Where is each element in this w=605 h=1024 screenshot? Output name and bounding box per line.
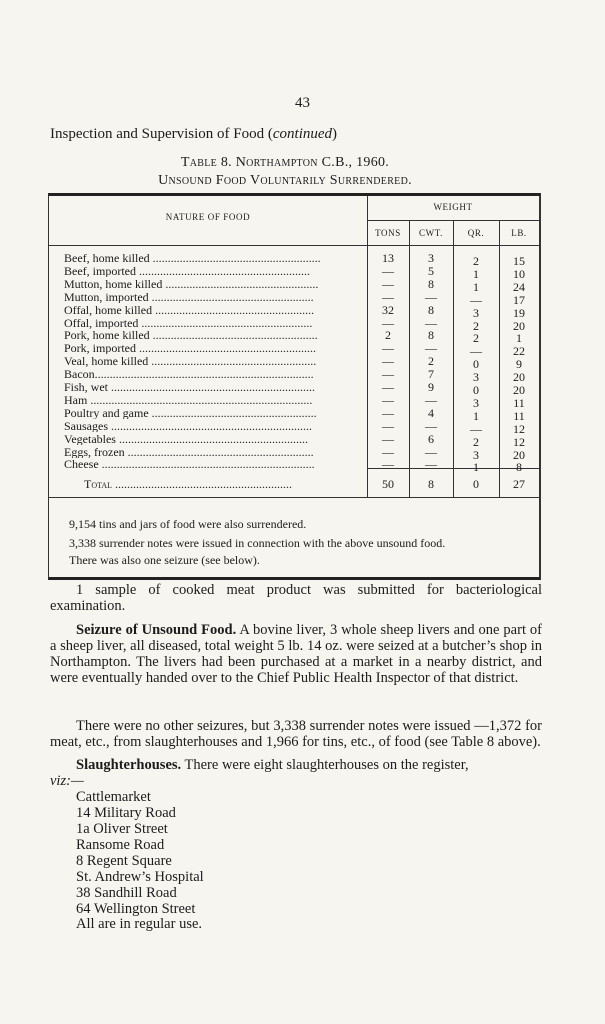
table-cell-qr: 0 — [473, 383, 479, 397]
oliver-street: 1a Oliver Street — [76, 821, 168, 837]
weight-header-rule — [367, 220, 539, 221]
table-cell-cwt: 7 — [428, 367, 434, 382]
table-cell-cwt: — — [425, 392, 437, 407]
list-item: 64 Wellington Street — [76, 901, 196, 917]
seizure-text: A bovine liver, 3 whole sheep livers and one part of a sheep liver, all diseased, total weight 5 lb. 14 oz. were seized at a butcher’s shop in Northampton. The livers had been purchased at a market in a nearby district, and were eventually handed over to the Chief Public Health Inspector of that district. — [50, 622, 543, 686]
table-note-tins: 9,154 tins and jars of food were also surrendered. — [69, 517, 307, 531]
table-cell-cwt: 5 — [428, 263, 434, 278]
table-cell-lb: 12 — [513, 434, 525, 449]
table-cell-cwt: 8 — [428, 276, 434, 291]
table-cell-qr: 1 — [473, 408, 479, 423]
heading-suffix: ) — [332, 126, 338, 142]
col-header-qr: QR. — [467, 228, 485, 238]
table-row-label: Vegetables ............................................................... — [64, 432, 308, 445]
table-row-label: Mutton, home killed ................................................... — [64, 277, 319, 290]
table-cell-lb: 1 — [516, 331, 522, 346]
list-item: 8 Regent Square — [76, 853, 172, 869]
table-cell-qr: 3 — [473, 447, 479, 462]
table-cell-cwt: — — [425, 418, 437, 433]
table-cell-qr: 2 — [473, 254, 479, 268]
table-row-label: Bacon......................................................................... — [64, 368, 314, 381]
table-row-label: Offal, imported ......................................................... — [64, 316, 313, 329]
total-label: Total ........................................................... — [84, 477, 293, 491]
table-row-label: Offal, home killed ..................................................... — [64, 303, 315, 316]
slaughterhouse-list — [76, 789, 204, 917]
table-cell-lb: 15 — [513, 254, 525, 268]
table-note-seizure: There was also one seizure (see below). — [69, 553, 260, 567]
table-cell-lb: 8 — [516, 460, 522, 475]
table-cell-cwt: 9 — [428, 380, 434, 394]
list-item: St. Andrew’s Hospital — [76, 869, 204, 885]
table-cell-cwt: 3 — [428, 251, 434, 265]
table-row-label: Ham .......................................................................... — [64, 393, 313, 406]
paragraph-surrender-notes: There were no other seizures, but 3,338 surrender notes were issued —1,372 for meat, etc., from slaughterhouses and 1,966 for tins, etc., of food (see Table 8 above). — [50, 718, 542, 750]
table-cell-qr: 2 — [473, 318, 479, 333]
table-cell-tons: — — [382, 431, 394, 446]
table-cell-tons: — — [382, 405, 394, 420]
table-cell-tons: — — [382, 367, 394, 382]
table-cell-lb: 20 — [513, 318, 525, 333]
paragraph-slaughterhouses — [50, 757, 542, 789]
table-row-label: Mutton, imported ...................................................... — [64, 290, 314, 303]
table-row-label: Sausages ................................................................... — [64, 419, 312, 432]
table-cell-cwt: 2 — [428, 354, 434, 369]
table-cell-lb: 11 — [513, 408, 525, 423]
list-item: Cattlemarket — [76, 789, 151, 805]
table-cell-qr: 3 — [473, 370, 479, 385]
table-cell-cwt: 6 — [428, 431, 434, 446]
total-lb: 27 — [513, 477, 525, 491]
table-cell-lb: 10 — [513, 266, 525, 281]
table-cell-tons: 13 — [382, 251, 394, 265]
table-cell-tons: — — [382, 276, 394, 291]
paragraph-bacteriological: 1 sample of cooked meat product was submitted for bacteriological examination. — [50, 582, 542, 614]
table-row-label: Beef, home killed ........................................................ — [64, 252, 321, 264]
table-row-label: Beef, imported ......................................................... — [64, 264, 310, 277]
table-cell-qr: 3 — [473, 395, 479, 410]
col-header-tons: TONS — [375, 228, 401, 238]
table-cell-tons: 2 — [385, 328, 391, 343]
table-cell-lb: 11 — [513, 395, 525, 410]
table-cell-tons: — — [382, 418, 394, 433]
table-cell-lb: 20 — [513, 370, 525, 385]
table-cell-cwt: — — [425, 444, 437, 459]
table-cell-qr: — — [470, 292, 482, 307]
table-cell-cwt: 4 — [428, 405, 434, 420]
list-item: Ransome Road — [76, 837, 165, 853]
col-header-nature: NATURE OF FOOD — [165, 212, 251, 222]
table-cell-lb: 20 — [513, 447, 525, 462]
table-cell-qr: 2 — [473, 331, 479, 346]
seizure-title: Seizure of Unsound Food. — [76, 622, 237, 638]
table-cell-qr: 2 — [473, 434, 479, 449]
list-item: 38 Sandhill Road — [76, 885, 177, 901]
table-row-label: Veal, home killed ....................................................... — [64, 355, 317, 368]
table-note-surrender: 3,338 surrender notes were issued in connection with the above unsound food. — [69, 536, 446, 550]
table-cell-tons: — — [382, 457, 394, 472]
table-cell-cwt: — — [425, 289, 437, 304]
col-header-weight: WEIGHT — [433, 202, 473, 212]
table-cell-cwt: 8 — [428, 302, 434, 317]
table-cell-qr: 3 — [473, 305, 479, 320]
unsound-food-table — [48, 193, 541, 580]
section-heading — [50, 126, 337, 143]
slaughterhouses-title: Slaughterhouses. — [76, 757, 182, 773]
table-cell-tons: — — [382, 341, 394, 356]
table-cell-qr: 1 — [473, 279, 479, 294]
table-cell-lb: 22 — [513, 344, 525, 359]
table-cell-lb: 17 — [513, 292, 525, 307]
total-cwt: 8 — [428, 477, 434, 491]
heading-italic: continued — [272, 126, 333, 142]
total-tons: 50 — [382, 477, 394, 491]
table-cell-tons: — — [382, 289, 394, 304]
list-item — [76, 821, 204, 837]
table-cell-lb: 24 — [513, 279, 525, 294]
table-cell-lb: 19 — [513, 305, 525, 320]
col-header-lb: LB. — [511, 228, 527, 238]
table-cell-tons: — — [382, 263, 394, 278]
slaughterhouses-text: There were eight slaughterhouses on the register, — [181, 757, 469, 773]
table-cell-lb: 9 — [516, 357, 522, 372]
table-row-label: Cheese ....................................................................... — [64, 458, 315, 471]
total-qr: 0 — [473, 477, 479, 491]
header-rule — [49, 245, 539, 246]
table-cell-tons: — — [382, 392, 394, 407]
viz-label: viz:— — [50, 773, 84, 789]
closing-line: All are in regular use. — [76, 916, 203, 932]
table-cell-tons: — — [382, 380, 394, 394]
table-cell-tons: 32 — [382, 302, 394, 317]
table-cell-qr: 1 — [473, 460, 479, 475]
table-cell-cwt: — — [425, 315, 437, 330]
table-row-label: Pork, imported ........................................................... — [64, 342, 316, 355]
table-cell-qr: 1 — [473, 266, 479, 281]
table-row-label: Eggs, frozen .............................................................. — [64, 445, 314, 458]
table-cell-tons: — — [382, 444, 394, 459]
table-row-label: Poultry and game ....................................................... — [64, 406, 317, 419]
table-cell-tons: — — [382, 315, 394, 330]
list-item: 14 Military Road — [76, 805, 176, 821]
col-header-cwt: CWT. — [419, 228, 443, 238]
table-caption-line1: Table 8. Northampton C.B., 1960. — [180, 155, 390, 170]
total-bottom-rule — [49, 497, 539, 498]
table-cell-qr: — — [470, 344, 482, 359]
table-cell-qr: — — [470, 421, 482, 436]
table-cell-qr: 0 — [473, 357, 479, 372]
table-cell-lb: 20 — [513, 383, 525, 397]
table-caption-line2: Unsound Food Voluntarily Surrendered. — [158, 173, 412, 188]
table-cell-cwt: — — [425, 341, 437, 356]
paragraph-seizure — [50, 622, 542, 686]
heading-prefix: Inspection and Supervision of Food ( — [50, 126, 273, 142]
table-row-label: Fish, wet .................................................................... — [64, 381, 316, 393]
page-number: 43 — [295, 95, 310, 111]
table-cell-cwt: 8 — [428, 328, 434, 343]
table-row-label: Pork, home killed ....................................................... — [64, 329, 318, 342]
table-cell-tons: — — [382, 354, 394, 369]
table-cell-cwt: — — [425, 457, 437, 472]
table-cell-lb: 12 — [513, 421, 525, 436]
